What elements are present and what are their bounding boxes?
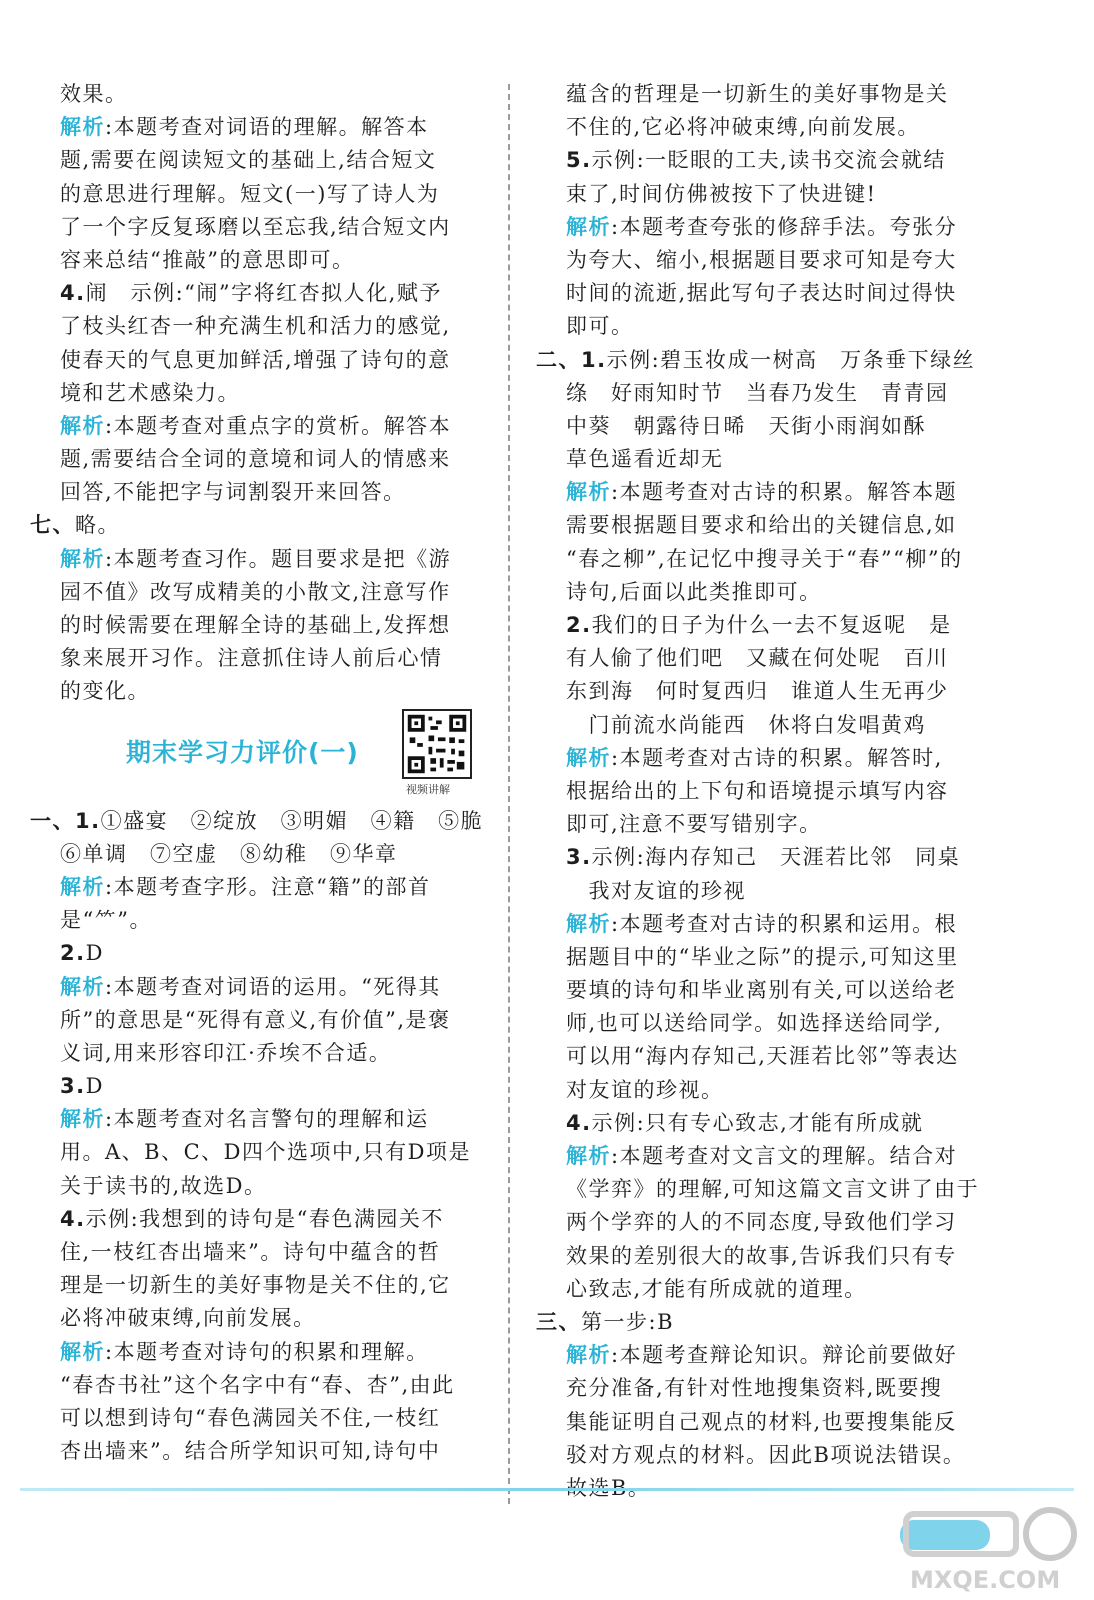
answer-line (536, 642, 996, 675)
answer-line (536, 742, 996, 775)
line-text: :本题考查对名言警句的理解和运 (105, 1107, 429, 1132)
line-text: 师,也可以送给同学。如选择送给同学, (566, 1011, 943, 1036)
answer-line (536, 377, 996, 410)
answer-line (536, 78, 996, 111)
line-text: ①盛宴 ②绽放 ③明媚 ④籍 ⑤脆 (100, 808, 484, 833)
line-text: :本题考查对古诗的积累。解答时, (611, 745, 943, 770)
answer-line (536, 1406, 996, 1439)
question-number: 4. (60, 281, 86, 306)
line-text: 杏出墙来”。结合所学知识可知,诗句中 (60, 1439, 441, 1464)
answer-line (30, 675, 490, 708)
answer-line (30, 211, 490, 244)
answer-line (30, 111, 490, 144)
line-text: :本题考查夸张的修辞手法。夸张分 (611, 214, 958, 239)
answer-line (30, 642, 490, 675)
line-text: :本题考查对文言文的理解。结合对 (611, 1144, 958, 1168)
line-text: 蕴含的哲理是一切新生的美好事物是关 (566, 82, 949, 106)
line-text: 要填的诗句和毕业离别有关,可以送给老 (566, 978, 957, 1003)
question-number: 2. (566, 613, 592, 637)
line-text: 园不值》改写成精美的小散文,注意写作 (60, 579, 451, 604)
line-text: 为夸大、缩小,根据题目要求可知是夸大 (566, 247, 957, 272)
right-answers (536, 78, 996, 1505)
question-number: 3. (60, 1074, 86, 1099)
answer-line (536, 211, 996, 244)
answer-line (30, 904, 490, 937)
answer-line (536, 1206, 996, 1239)
line-text: 用。A、B、C、D四个选项中,只有D项是 (60, 1140, 472, 1165)
answer-line (536, 576, 996, 609)
answer-line (30, 476, 490, 509)
answer-line (30, 871, 490, 904)
line-text: 集能证明自己观点的材料,也要搜集能反 (566, 1409, 957, 1434)
answer-line (536, 875, 996, 908)
question-number: 5. (566, 148, 592, 173)
answer-line (30, 78, 490, 111)
answer-line (536, 310, 996, 343)
line-text: 效果的差别很大的故事,告诉我们只有专 (566, 1243, 957, 1268)
line-text: 的意思进行理解。短文(一)写了诗人为 (60, 181, 440, 206)
line-text: 据题目中的“毕业之际”的提示,可知这里 (566, 944, 959, 969)
question-number: 三、 (536, 1309, 581, 1334)
line-text: 了一个字反复琢磨以至忘我,结合短文内 (60, 214, 451, 239)
line-text: :本题考查辩论知识。辩论前要做好 (611, 1343, 958, 1368)
line-text: 两个学弈的人的不同态度,导致他们学习 (566, 1210, 957, 1235)
question-number: 二、1. (536, 347, 607, 372)
answer-line (536, 1140, 996, 1173)
line-text: 绦 好雨知时节 当春乃发生 青青园 (566, 380, 949, 405)
line-text: 束了,时间仿佛被按下了快进键! (566, 181, 877, 206)
column-divider (508, 84, 510, 1504)
right-column (536, 78, 996, 1505)
question-number: 3. (566, 845, 592, 870)
answer-line (536, 1173, 996, 1206)
answer-line (536, 841, 996, 874)
answer-line (536, 244, 996, 277)
answer-line (536, 775, 996, 808)
answer-line (30, 1369, 490, 1402)
line-text: 可以想到诗句“春色满园关不住,一枝红 (60, 1405, 441, 1430)
line-text: 门前流水尚能西 休将白发唱黄鸡 (566, 712, 926, 737)
left-answers-top (30, 78, 490, 709)
answer-line (536, 941, 996, 974)
line-text: 效果。 (60, 82, 128, 106)
answer-line (30, 1269, 490, 1302)
question-number: 4. (566, 1110, 592, 1135)
answer-line (536, 1339, 996, 1372)
left-answers-bottom (30, 805, 490, 1469)
answer-line (30, 543, 490, 576)
answer-line (30, 310, 490, 343)
line-text: 不住的,它必将冲破束缚,向前发展。 (566, 115, 920, 140)
answer-line (536, 509, 996, 542)
answer-line (30, 144, 490, 177)
answer-line (536, 675, 996, 708)
analysis-label: 解析 (566, 480, 611, 505)
line-text: 草色遥看近却无 (566, 447, 724, 472)
line-text: 义词,用来形容印江·乔埃不合适。 (60, 1040, 392, 1065)
line-text: 所”的意思是“死得有意义,有价值”,是褒 (60, 1007, 451, 1032)
line-text: 是“⺮”。 (60, 908, 152, 933)
line-text: 理是一切新生的美好事物是关不住的,它 (60, 1273, 451, 1298)
analysis-label: 解析 (566, 1144, 611, 1168)
answer-line (536, 111, 996, 144)
qr-caption: 视频讲解 (406, 782, 450, 796)
analysis-label: 解析 (60, 1339, 105, 1364)
line-text: 对友谊的珍视。 (566, 1077, 724, 1102)
line-text: 题,需要在阅读短文的基础上,结合短文 (60, 148, 437, 173)
line-text: 即可。 (566, 314, 634, 339)
analysis-label: 解析 (566, 214, 611, 239)
answer-line (536, 808, 996, 841)
answer-line (30, 609, 490, 642)
answer-line (536, 144, 996, 177)
answer-line (536, 1074, 996, 1107)
line-text: :本题考查对古诗的积累和运用。根 (611, 911, 958, 936)
answer-line (536, 1439, 996, 1472)
line-text: ⑥单调 ⑦空虚 ⑧幼稚 ⑨华章 (60, 841, 398, 866)
answer-line (30, 344, 490, 377)
answer-line (30, 1136, 490, 1169)
answer-line (30, 576, 490, 609)
answer-line (536, 1107, 996, 1140)
line-text: 诗句,后面以此类推即可。 (566, 579, 822, 604)
answer-line (30, 1236, 490, 1269)
line-text: 略。 (75, 513, 120, 538)
answer-line (536, 476, 996, 509)
line-text: 境和艺术感染力。 (60, 380, 240, 405)
answer-line (536, 410, 996, 443)
analysis-label: 解析 (60, 115, 105, 140)
section-title: 期末学习力评价(一) (126, 737, 359, 767)
answer-line (30, 178, 490, 211)
line-text: 我对友谊的珍视 (566, 878, 746, 903)
analysis-label: 解析 (566, 1343, 611, 1368)
answer-line (536, 178, 996, 211)
left-column (30, 78, 490, 1468)
analysis-label: 解析 (566, 911, 611, 936)
footer-rule (20, 1488, 1074, 1491)
analysis-label: 解析 (60, 546, 105, 571)
answer-line (536, 277, 996, 310)
answer-line (536, 709, 996, 742)
line-text: 示例:只有专心致志,才能有所成就 (591, 1110, 924, 1135)
answer-line (30, 1004, 490, 1037)
answer-line (30, 244, 490, 277)
answer-line (30, 377, 490, 410)
answer-line (30, 937, 490, 970)
line-text: 必将冲破束缚,向前发展。 (60, 1306, 316, 1331)
watermark-logo-icon (900, 1500, 1080, 1596)
line-text: 关于读书的,故选D。 (60, 1173, 267, 1198)
answer-line (30, 971, 490, 1004)
analysis-label: 解析 (566, 745, 611, 770)
line-text: D (85, 941, 104, 966)
line-text: 使春天的气息更加鲜活,增强了诗句的意 (60, 347, 451, 372)
analysis-label: 解析 (60, 1107, 105, 1132)
analysis-label: 解析 (60, 874, 105, 899)
line-text: 第一步:B (581, 1309, 675, 1334)
line-text: :本题考查对词语的运用。“死得其 (105, 974, 441, 999)
answer-line (30, 443, 490, 476)
line-text: 中葵 朝露待日晞 天街小雨润如酥 (566, 413, 926, 438)
line-text: :本题考查对词语的理解。解答本 (105, 115, 429, 140)
answer-line (536, 908, 996, 941)
line-text: 的时候需要在理解全诗的基础上,发挥想 (60, 613, 451, 637)
line-text: “春之柳”,在记忆中搜寻关于“春”“柳”的 (566, 546, 963, 571)
line-text: 根据给出的上下句和语境提示填写内容 (566, 778, 949, 803)
answer-line (30, 1203, 490, 1236)
line-text: 住,一枝红杏出墙来”。诗句中蕴含的哲 (60, 1240, 441, 1264)
line-text: D (85, 1074, 104, 1099)
answer-line (536, 1007, 996, 1040)
watermark-site: MXQE.COM (910, 1566, 1061, 1594)
line-text: “春杏书社”这个名字中有“春、杏”,由此 (60, 1372, 455, 1397)
line-text: 可以用“海内存知己,天涯若比邻”等表达 (566, 1044, 959, 1069)
question-number: 2. (60, 941, 86, 966)
question-number: 一、1. (30, 808, 101, 833)
line-text: 示例:一眨眼的工夫,读书交流会就结 (591, 148, 946, 173)
question-number: 4. (60, 1206, 86, 1231)
line-text: 有人偷了他们吧 又藏在何处呢 百川 (566, 646, 949, 671)
answer-line (536, 344, 996, 377)
answer-line (536, 543, 996, 576)
answer-line (536, 1240, 996, 1273)
answer-line (536, 609, 996, 642)
line-text: 充分准备,有针对性地搜集资料,既要搜 (566, 1376, 943, 1401)
line-text: :本题考查对诗句的积累和理解。 (105, 1339, 429, 1364)
answer-line (30, 410, 490, 443)
line-text: :本题考查字形。注意“籍”的部首 (105, 874, 431, 899)
line-text: 即可,注意不要写错别字。 (566, 812, 822, 837)
line-text: 时间的流逝,据此写句子表达时间过得快 (566, 281, 957, 306)
answer-line (30, 1435, 490, 1468)
line-text: 心致志,才能有所成就的道理。 (566, 1276, 867, 1301)
answer-line (30, 277, 490, 310)
answer-line (30, 1336, 490, 1369)
answer-line (30, 1302, 490, 1335)
line-text: 需要根据题目要求和给出的关键信息,如 (566, 513, 957, 538)
question-number: 七、 (30, 513, 75, 538)
line-text: 了枝头红杏一种充满生机和活力的感觉, (60, 314, 451, 339)
analysis-label: 解析 (60, 974, 105, 999)
line-text: 我们的日子为什么一去不复返呢 是 (591, 613, 952, 637)
line-text: 容来总结“推敲”的意思即可。 (60, 247, 355, 272)
line-text: 东到海 何时复西归 谁道人生无再少 (566, 679, 949, 704)
line-text: 题,需要结合全词的意境和词人的情感来 (60, 447, 451, 472)
answer-line (536, 1040, 996, 1073)
qr-code-icon[interactable] (402, 709, 472, 779)
answer-line (30, 1037, 490, 1070)
line-text: :本题考查习作。题目要求是把《游 (105, 546, 452, 571)
line-text: :本题考查对重点字的赏析。解答本 (105, 413, 452, 438)
line-text: 象来展开习作。注意抓住诗人前后心情 (60, 646, 443, 671)
line-text: 闹 示例:“闹”字将红杏拟人化,赋予 (85, 281, 442, 306)
section-header (30, 709, 490, 805)
analysis-label: 解析 (60, 413, 105, 438)
answer-line (30, 805, 490, 838)
answer-line (30, 1402, 490, 1435)
line-text: 示例:海内存知己 天涯若比邻 同桌 (591, 845, 961, 870)
answer-line (536, 974, 996, 1007)
answer-line (30, 1103, 490, 1136)
answer-line (536, 1273, 996, 1306)
line-text: 的变化。 (60, 679, 150, 704)
answer-line (30, 1070, 490, 1103)
answer-line (536, 443, 996, 476)
answer-line (30, 838, 490, 871)
answer-line (536, 1372, 996, 1405)
answer-line (30, 1170, 490, 1203)
line-text: 驳对方观点的材料。因此B项说法错误。 (566, 1442, 966, 1467)
answer-line (30, 509, 490, 542)
line-text: 《学弈》的理解,可知这篇文言文讲了由于 (566, 1177, 980, 1202)
line-text: 示例:碧玉妆成一树高 万条垂下绿丝 (606, 347, 976, 372)
line-text: :本题考查对古诗的积累。解答本题 (611, 480, 958, 505)
answer-line (536, 1306, 996, 1339)
line-text: 回答,不能把字与词割裂开来回答。 (60, 480, 406, 505)
line-text: 示例:我想到的诗句是“春色满园关不 (85, 1206, 444, 1231)
